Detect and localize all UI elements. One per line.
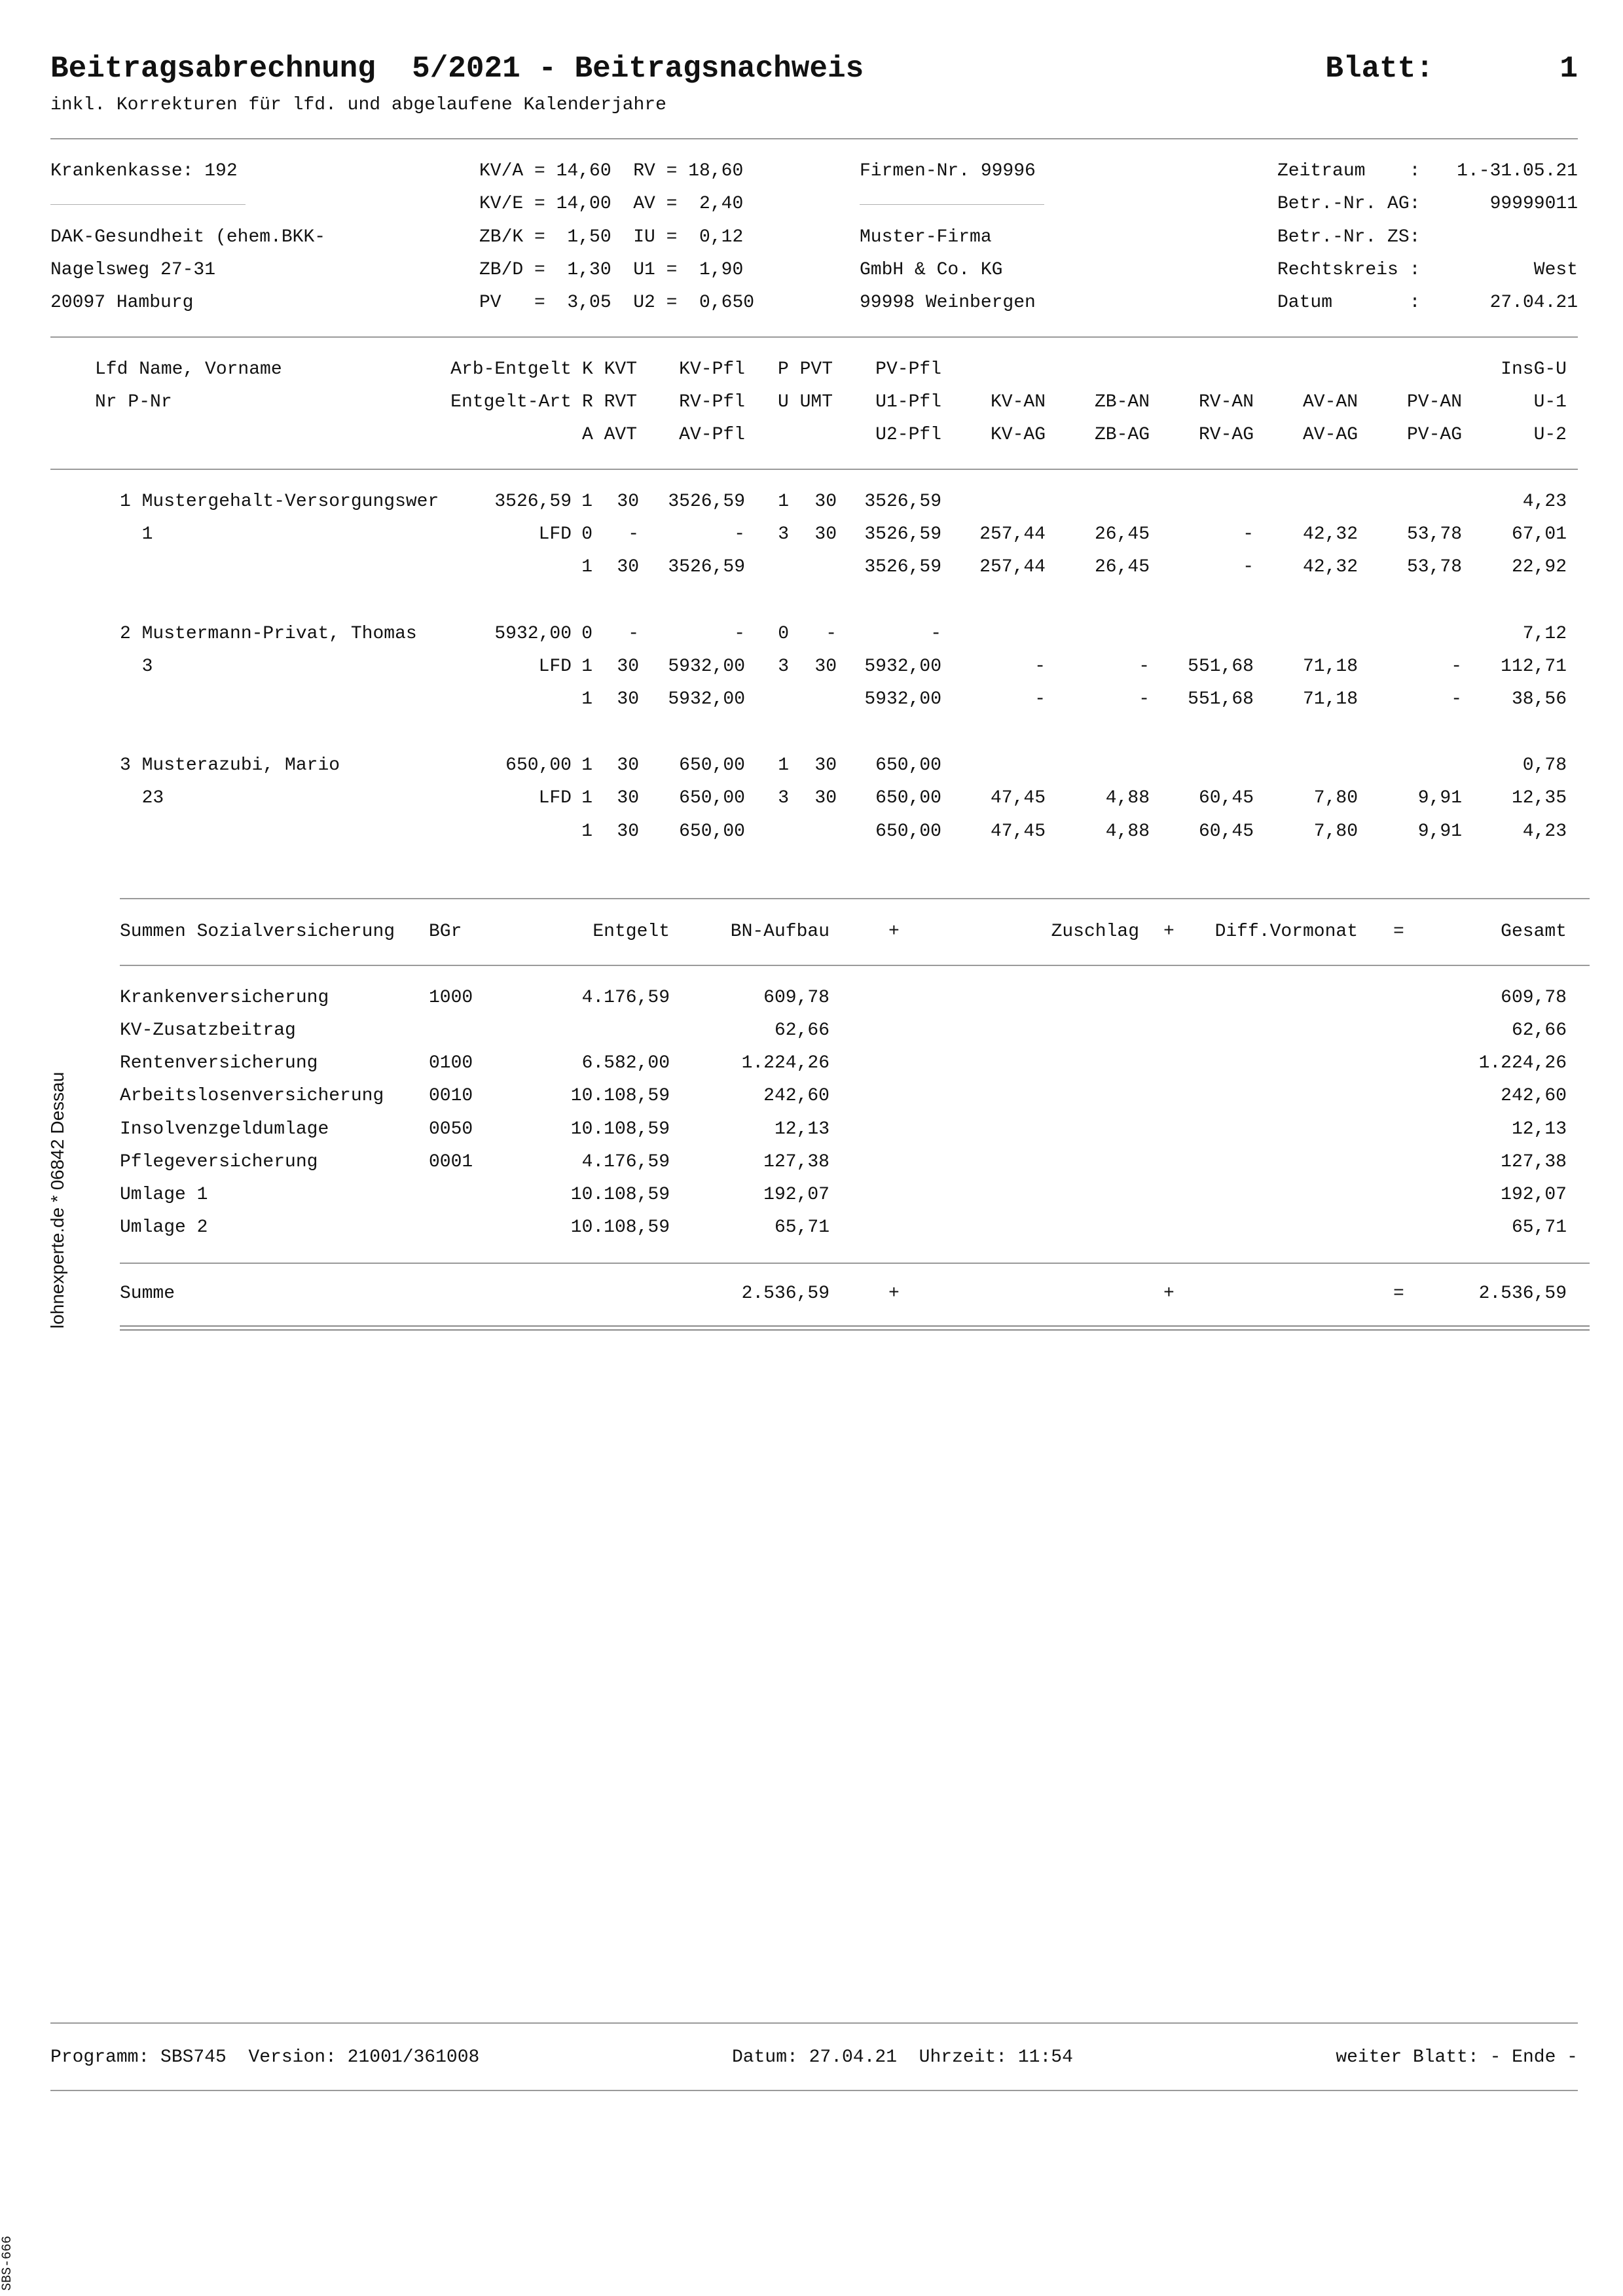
column-header-insg: U-2 <box>1533 425 1567 445</box>
employee-1-cell-name: 1 <box>120 524 153 545</box>
employee-2-cell-pvpfl: 5932,00 <box>864 689 941 709</box>
employee-1-cell-arb: 3526,59 <box>494 492 572 512</box>
employee-2-cell-insg: 7,12 <box>1522 624 1567 644</box>
firm-name-2: GmbH & Co. KG <box>860 260 1003 280</box>
summary-row-entgelt: 10.108,59 <box>570 1185 670 1205</box>
employee-1-cell-pvpfl: 3526,59 <box>864 557 941 577</box>
program-info: Programm: SBS745 Version: 21001/361008 <box>50 2047 480 2068</box>
employee-1-cell-name: 1 Mustergehalt-Versorgungswer <box>120 492 439 512</box>
employee-1-cell-kvan: 257,44 <box>979 524 1046 545</box>
period-value: 1.-31.05.21 <box>1457 161 1578 181</box>
employee-2-cell-avan: 71,18 <box>1302 689 1358 709</box>
summary-total-eq: = <box>1393 1283 1404 1304</box>
summary-header-bn: BN-Aufbau <box>730 922 830 942</box>
employee-3-cell-avan: 7,80 <box>1313 821 1358 842</box>
employee-3-cell-pp: 1 <box>778 755 789 776</box>
employee-2-cell-kvt: 30 <box>617 689 639 709</box>
summary-row-bgr: 0010 <box>429 1086 473 1106</box>
summary-row-gesamt: 65,71 <box>1511 1217 1567 1238</box>
column-header-kvpfl: AV-Pfl <box>679 425 745 445</box>
divider <box>50 469 1578 470</box>
employee-2-cell-pvpfl: - <box>930 624 941 644</box>
summary-row-bgr: 1000 <box>429 988 473 1008</box>
summary-row-label: KV-Zusatzbeitrag <box>120 1020 296 1041</box>
page-title: Beitragsabrechnung 5/2021 - Beitragsnachweis <box>50 52 864 86</box>
employee-3-cell-kr: 1 <box>581 821 593 842</box>
employee-3-cell-rvan: 60,45 <box>1198 821 1254 842</box>
summary-row-bn: 12,13 <box>774 1119 830 1139</box>
summary-header-entgelt: Entgelt <box>593 922 670 942</box>
employee-2-cell-zban: - <box>1139 656 1150 677</box>
summary-header-gesamt: Gesamt <box>1501 922 1567 942</box>
divider <box>50 2022 1578 2024</box>
summary-header-zuschlag: Zuschlag <box>1051 922 1139 942</box>
employee-3-cell-pp: 3 <box>778 788 789 808</box>
summary-row-gesamt: 12,13 <box>1511 1119 1567 1139</box>
employee-2-cell-insg: 112,71 <box>1501 656 1567 677</box>
column-header-pvpfl: U2-Pfl <box>875 425 941 445</box>
summary-row-label: Krankenversicherung <box>120 988 329 1008</box>
summary-header-label: Summen Sozialversicherung <box>120 922 395 942</box>
employee-1-cell-insg: 67,01 <box>1511 524 1567 545</box>
employee-3-cell-pvan: 9,91 <box>1417 788 1462 808</box>
summary-header-bgr: BGr <box>429 922 462 942</box>
vertical-imprint: lohnexperte.de * 06842 Dessau <box>47 1071 67 1329</box>
employee-1-cell-pvt: 30 <box>814 492 837 512</box>
employee-2-cell-zban: - <box>1139 689 1150 709</box>
column-header-lfd_name: Lfd Name, Vorname <box>95 359 282 380</box>
employer-number-value: 99999011 <box>1489 194 1578 214</box>
summary-row-label: Umlage 2 <box>120 1217 208 1238</box>
employee-2-cell-pp: 3 <box>778 656 789 677</box>
sheet-number: 1 <box>1559 52 1578 86</box>
employee-1-cell-rvan: - <box>1243 557 1254 577</box>
print-datetime: Datum: 27.04.21 Uhrzeit: 11:54 <box>732 2047 1073 2068</box>
column-header-lfd_name: Nr P-Nr <box>95 392 172 412</box>
column-header-kvpfl: RV-Pfl <box>679 392 745 412</box>
employee-1-cell-pvan: 53,78 <box>1406 524 1462 545</box>
employee-2-cell-rvan: 551,68 <box>1188 656 1254 677</box>
employee-1-cell-kvpfl: 3526,59 <box>668 492 745 512</box>
employee-3-cell-pvpfl: 650,00 <box>875 788 941 808</box>
column-header-kvan: KV-AN <box>990 392 1046 412</box>
employee-1-cell-pp: 3 <box>778 524 789 545</box>
employee-3-cell-arb: LFD <box>538 788 572 808</box>
column-header-insg: InsG-U <box>1501 359 1567 380</box>
employee-3-cell-pvt: 30 <box>814 755 837 776</box>
rate-line: ZB/K = 1,50 IU = 0,12 <box>479 227 744 247</box>
column-header-pvan: PV-AN <box>1406 392 1462 412</box>
summary-row-label: Arbeitslosenversicherung <box>120 1086 384 1106</box>
summary-row-bn: 192,07 <box>763 1185 830 1205</box>
employee-2-cell-insg: 38,56 <box>1511 689 1567 709</box>
employee-3-cell-kvan: 47,45 <box>990 788 1046 808</box>
column-header-ppvt: U UMT <box>778 392 833 412</box>
employee-1-cell-kvt: 30 <box>617 492 639 512</box>
employee-1-cell-rvan: - <box>1243 524 1254 545</box>
summary-total-label: Summe <box>120 1283 175 1304</box>
employee-3-cell-kvan: 47,45 <box>990 821 1046 842</box>
employee-1-cell-kr: 1 <box>581 492 593 512</box>
divider <box>50 138 1578 139</box>
employee-1-cell-arb: LFD <box>538 524 572 545</box>
column-header-arb: Arb-Entgelt <box>450 359 572 380</box>
employee-2-cell-avan: 71,18 <box>1302 656 1358 677</box>
employee-1-cell-kvt: 30 <box>617 557 639 577</box>
employee-2-cell-kvpfl: 5932,00 <box>668 656 745 677</box>
summary-header-plus2: + <box>1163 922 1175 942</box>
firm-name: Muster-Firma <box>860 227 992 247</box>
summary-header-plus1: + <box>888 922 900 942</box>
column-header-avan: AV-AN <box>1302 392 1358 412</box>
employee-1-cell-pvpfl: 3526,59 <box>864 492 941 512</box>
summary-row-gesamt: 242,60 <box>1501 1086 1567 1106</box>
column-header-insg: U-1 <box>1533 392 1567 412</box>
column-header-pvpfl: U1-Pfl <box>875 392 941 412</box>
summary-total-plus1: + <box>888 1283 900 1304</box>
employee-1-cell-kr: 1 <box>581 557 593 577</box>
summary-row-gesamt: 609,78 <box>1501 988 1567 1008</box>
zs-number-label: Betr.-Nr. ZS: <box>1277 227 1421 247</box>
summary-row-bn: 127,38 <box>763 1152 830 1172</box>
employee-3-cell-pvan: 9,91 <box>1417 821 1462 842</box>
column-header-ppvt: P PVT <box>778 359 833 380</box>
page-subtitle: inkl. Korrekturen für lfd. und abgelaufene Kalenderjahre <box>50 95 666 115</box>
divider <box>120 1263 1590 1264</box>
employee-2-cell-pvt: - <box>826 624 837 644</box>
summary-row-bn: 62,66 <box>774 1020 830 1041</box>
employee-2-cell-arb: 5932,00 <box>494 624 572 644</box>
summary-total-gesamt: 2.536,59 <box>1478 1283 1567 1304</box>
employee-1-cell-pvan: 53,78 <box>1406 557 1462 577</box>
divider <box>50 2090 1578 2091</box>
employee-1-cell-zban: 26,45 <box>1094 557 1150 577</box>
legal-area-value: West <box>1533 260 1578 280</box>
divider <box>860 204 1044 205</box>
employee-3-cell-insg: 12,35 <box>1511 788 1567 808</box>
employee-2-cell-kvpfl: - <box>734 624 745 644</box>
column-header-rvan: RV-AG <box>1198 425 1254 445</box>
employee-3-cell-kr: 1 <box>581 755 593 776</box>
column-header-krvt: R RVT <box>582 392 638 412</box>
divider <box>50 204 246 205</box>
employee-3-cell-insg: 4,23 <box>1522 821 1567 842</box>
employee-2-cell-pp: 0 <box>778 624 789 644</box>
employee-2-cell-rvan: 551,68 <box>1188 689 1254 709</box>
summary-row-label: Rentenversicherung <box>120 1053 318 1073</box>
column-header-kvpfl: KV-Pfl <box>679 359 745 380</box>
employee-3-cell-zban: 4,88 <box>1105 821 1150 842</box>
rate-line: KV/E = 14,00 AV = 2,40 <box>479 194 744 214</box>
column-header-avan: AV-AG <box>1302 425 1358 445</box>
health-insurer-number: Krankenkasse: 192 <box>50 161 238 181</box>
employee-1-cell-pvt: 30 <box>814 524 837 545</box>
summary-row-bn: 242,60 <box>763 1086 830 1106</box>
health-insurer-street: Nagelsweg 27-31 <box>50 260 216 280</box>
summary-header-eq: = <box>1393 922 1404 942</box>
employer-number-label: Betr.-Nr. AG: <box>1277 194 1421 214</box>
rate-line: PV = 3,05 U2 = 0,650 <box>479 293 755 313</box>
health-insurer-city: 20097 Hamburg <box>50 293 194 313</box>
rate-line: ZB/D = 1,30 U1 = 1,90 <box>479 260 744 280</box>
employee-1-cell-avan: 42,32 <box>1302 557 1358 577</box>
employee-2-cell-pvan: - <box>1451 656 1462 677</box>
summary-row-entgelt: 10.108,59 <box>570 1086 670 1106</box>
rate-line: KV/A = 14,60 RV = 18,60 <box>479 161 744 181</box>
summary-row-label: Pflegeversicherung <box>120 1152 318 1172</box>
summary-total-bn: 2.536,59 <box>741 1283 830 1304</box>
employee-3-cell-avan: 7,80 <box>1313 788 1358 808</box>
employee-3-cell-pvt: 30 <box>814 788 837 808</box>
employee-3-cell-zban: 4,88 <box>1105 788 1150 808</box>
column-header-zban: ZB-AG <box>1094 425 1150 445</box>
summary-row-bgr: 0100 <box>429 1053 473 1073</box>
employee-3-cell-kvt: 30 <box>617 821 639 842</box>
employee-3-cell-kr: 1 <box>581 788 593 808</box>
employee-3-cell-name: 23 <box>120 788 164 808</box>
health-insurer-name: DAK-Gesundheit (ehem.BKK- <box>50 227 326 247</box>
employee-1-cell-insg: 4,23 <box>1522 492 1567 512</box>
next-sheet-info: weiter Blatt: - Ende - <box>1336 2047 1578 2068</box>
summary-row-entgelt: 4.176,59 <box>581 1152 670 1172</box>
employee-2-cell-kvt: - <box>628 624 639 644</box>
employee-1-cell-kvpfl: 3526,59 <box>668 557 745 577</box>
column-header-pvpfl: PV-Pfl <box>875 359 941 380</box>
employee-2-cell-kvpfl: 5932,00 <box>668 689 745 709</box>
divider <box>50 336 1578 338</box>
divider <box>120 965 1590 966</box>
employee-3-cell-pvpfl: 650,00 <box>875 755 941 776</box>
employee-1-cell-kvt: - <box>628 524 639 545</box>
summary-row-bn: 1.224,26 <box>741 1053 830 1073</box>
employee-2-cell-pvt: 30 <box>814 656 837 677</box>
employee-2-cell-kvt: 30 <box>617 656 639 677</box>
summary-row-gesamt: 62,66 <box>1511 1020 1567 1041</box>
form-code: SBS-666 <box>0 2235 15 2291</box>
employee-1-cell-pvpfl: 3526,59 <box>864 524 941 545</box>
summary-row-gesamt: 192,07 <box>1501 1185 1567 1205</box>
employee-2-cell-kr: 0 <box>581 624 593 644</box>
legal-area-label: Rechtskreis : <box>1277 260 1421 280</box>
employee-3-cell-insg: 0,78 <box>1522 755 1567 776</box>
divider <box>120 898 1590 899</box>
summary-row-label: Umlage 1 <box>120 1185 208 1205</box>
employee-2-cell-kr: 1 <box>581 689 593 709</box>
firm-city: 99998 Weinbergen <box>860 293 1036 313</box>
employee-3-cell-kvpfl: 650,00 <box>679 821 745 842</box>
column-header-zban: ZB-AN <box>1094 392 1150 412</box>
employee-1-cell-kvpfl: - <box>734 524 745 545</box>
summary-row-gesamt: 127,38 <box>1501 1152 1567 1172</box>
date-value: 27.04.21 <box>1489 293 1578 313</box>
summary-row-label: Insolvenzgeldumlage <box>120 1119 329 1139</box>
employee-1-cell-zban: 26,45 <box>1094 524 1150 545</box>
employee-2-cell-name: 2 Mustermann-Privat, Thomas <box>120 624 417 644</box>
summary-row-entgelt: 10.108,59 <box>570 1119 670 1139</box>
column-header-rvan: RV-AN <box>1198 392 1254 412</box>
summary-header-diff: Diff.Vormonat <box>1214 922 1358 942</box>
firm-number: Firmen-Nr. 99996 <box>860 161 1036 181</box>
employee-2-cell-kr: 1 <box>581 656 593 677</box>
summary-row-entgelt: 4.176,59 <box>581 988 670 1008</box>
employee-2-cell-pvpfl: 5932,00 <box>864 656 941 677</box>
summary-row-bn: 65,71 <box>774 1217 830 1238</box>
employee-1-cell-pp: 1 <box>778 492 789 512</box>
column-header-kvan: KV-AG <box>990 425 1046 445</box>
employee-2-cell-pvan: - <box>1451 689 1462 709</box>
employee-3-cell-rvan: 60,45 <box>1198 788 1254 808</box>
column-header-krvt: A AVT <box>582 425 638 445</box>
employee-3-cell-arb: 650,00 <box>505 755 572 776</box>
employee-1-cell-kr: 0 <box>581 524 593 545</box>
employee-3-cell-kvt: 30 <box>617 755 639 776</box>
employee-3-cell-name: 3 Musterazubi, Mario <box>120 755 340 776</box>
summary-row-gesamt: 1.224,26 <box>1478 1053 1567 1073</box>
summary-row-bgr: 0001 <box>429 1152 473 1172</box>
summary-row-entgelt: 6.582,00 <box>581 1053 670 1073</box>
date-label: Datum : <box>1277 293 1421 313</box>
employee-1-cell-kvan: 257,44 <box>979 557 1046 577</box>
double-divider <box>120 1325 1590 1331</box>
summary-row-bn: 609,78 <box>763 988 830 1008</box>
column-header-arb: Entgelt-Art <box>450 392 572 412</box>
period-label: Zeitraum : <box>1277 161 1421 181</box>
column-header-krvt: K KVT <box>582 359 638 380</box>
employee-3-cell-pvpfl: 650,00 <box>875 821 941 842</box>
summary-row-entgelt: 10.108,59 <box>570 1217 670 1238</box>
summary-row-bgr: 0050 <box>429 1119 473 1139</box>
employee-1-cell-avan: 42,32 <box>1302 524 1358 545</box>
employee-3-cell-kvpfl: 650,00 <box>679 788 745 808</box>
sheet-label: Blatt: <box>1325 52 1434 86</box>
employee-2-cell-name: 3 <box>120 656 153 677</box>
employee-2-cell-kvan: - <box>1034 689 1046 709</box>
employee-1-cell-insg: 22,92 <box>1511 557 1567 577</box>
employee-3-cell-kvt: 30 <box>617 788 639 808</box>
employee-2-cell-kvan: - <box>1034 656 1046 677</box>
summary-total-plus2: + <box>1163 1283 1175 1304</box>
column-header-pvan: PV-AG <box>1406 425 1462 445</box>
employee-2-cell-arb: LFD <box>538 656 572 677</box>
employee-3-cell-kvpfl: 650,00 <box>679 755 745 776</box>
